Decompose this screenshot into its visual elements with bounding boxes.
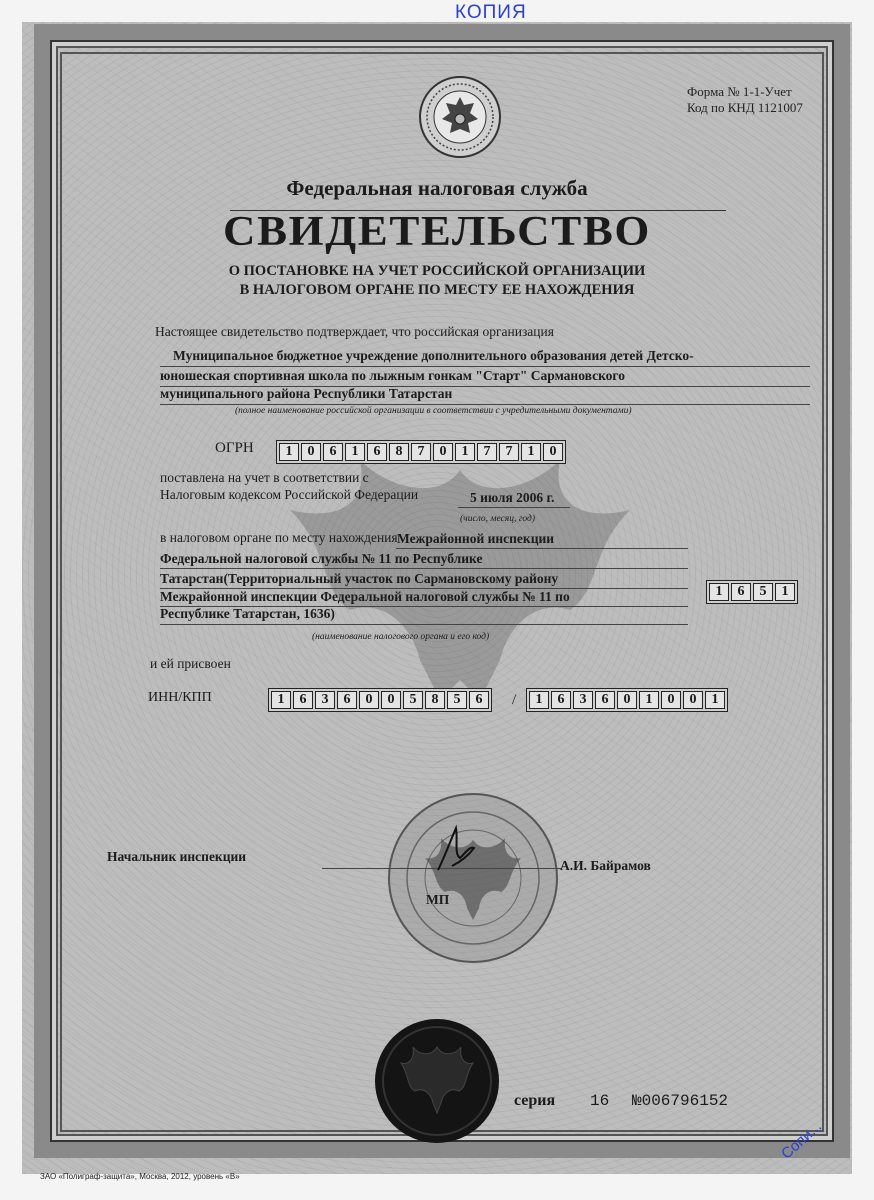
series-label: серия (514, 1092, 556, 1109)
handwritten-signature-icon (430, 818, 480, 878)
ogrn-digit: 6 (323, 443, 343, 461)
inn-kpp-separator: / (512, 692, 517, 708)
authority-code (706, 580, 798, 604)
ogrn-digit: 7 (477, 443, 497, 461)
registered-text-1: поставлена на учет в соответствии с (160, 470, 369, 485)
authority-line-4: Межрайонной инспекции Федеральной налоговой службы № 11 по (160, 589, 570, 604)
authority-code-digit: 1 (709, 583, 729, 601)
kpp-digit: 1 (529, 691, 549, 709)
inn-digit: 3 (315, 691, 335, 709)
kpp-digit: 1 (705, 691, 725, 709)
copy-stamp: КОПИЯ (455, 2, 527, 23)
inn-digit: 5 (403, 691, 423, 709)
org-name-caption: (полное наименование российской организации в соответствии с учредительными документами) (235, 406, 632, 416)
inn-digit: 0 (359, 691, 379, 709)
subtitle-2: В НАЛОГОВОМ ОРГАНЕ ПО МЕСТУ ЕЕ НАХОЖДЕНИЯ (239, 282, 635, 298)
form-number: Форма № 1-1-Учет (687, 84, 792, 99)
authority-code-digit: 6 (731, 583, 751, 601)
ogrn-digit: 1 (345, 443, 365, 461)
underline (160, 624, 688, 625)
knd-code: Код по КНД 1121007 (687, 100, 803, 115)
inn-digit: 6 (293, 691, 313, 709)
underline (160, 366, 810, 367)
authority-line-5: Республике Татарстан, 1636) (160, 606, 335, 621)
ogrn-digit: 0 (301, 443, 321, 461)
subtitle-1: О ПОСТАНОВКЕ НА УЧЕТ РОССИЙСКОЙ ОРГАНИЗАЦИИ (228, 263, 646, 279)
inn-digit: 6 (469, 691, 489, 709)
hologram-seal-icon (373, 1017, 501, 1145)
authority-line-2: Федеральной налоговой службы № 11 по Республике (160, 551, 483, 566)
document-number: №006796152 (632, 1092, 729, 1110)
inn-digit: 0 (381, 691, 401, 709)
authority-line-1: Межрайонной инспекции (397, 531, 555, 546)
kpp-digit: 3 (573, 691, 593, 709)
date-caption: (число, месяц, год) (460, 514, 536, 524)
registration-date: 5 июля 2006 г. (470, 490, 555, 505)
assigned-text: и ей присвоен (150, 656, 231, 671)
underline (458, 507, 570, 508)
underline (160, 404, 810, 405)
signatory-name: А.И. Байрамов (560, 858, 651, 873)
ogrn-number (276, 440, 566, 464)
registered-text-2: Налоговым кодексом Российской Федерации (160, 487, 419, 502)
ogrn-digit: 1 (455, 443, 475, 461)
ogrn-digit: 1 (279, 443, 299, 461)
kpp-digit: 0 (617, 691, 637, 709)
underline (396, 548, 688, 549)
fns-emblem-icon (418, 75, 502, 159)
kpp-digit: 0 (661, 691, 681, 709)
seal-place-label: МП (426, 892, 450, 907)
kpp-digit: 0 (683, 691, 703, 709)
page-title: СВИДЕТЕЛЬСТВО (223, 209, 651, 255)
agency-name: Федеральная налоговая служба (286, 176, 588, 200)
authority-code-digit: 5 (753, 583, 773, 601)
inn-number (268, 688, 492, 712)
kpp-digit: 6 (595, 691, 615, 709)
authority-caption: (наименование налогового органа и его код) (312, 632, 490, 642)
authority-line-3: Татарстан(Территориальный участок по Сармановскому району (160, 571, 559, 586)
inn-digit: 1 (271, 691, 291, 709)
ogrn-digit: 7 (411, 443, 431, 461)
ogrn-digit: 0 (433, 443, 453, 461)
inn-digit: 5 (447, 691, 467, 709)
corner-stamp: Сопи... (778, 1117, 826, 1163)
ogrn-digit: 7 (499, 443, 519, 461)
org-name-line-3: муниципального района Республики Татарстан (160, 386, 453, 401)
inn-digit: 6 (337, 691, 357, 709)
ogrn-digit: 8 (389, 443, 409, 461)
org-name-line-1: Муниципальное бюджетное учреждение дополнительного образования детей Детско- (173, 348, 694, 363)
official-seal-icon (385, 790, 561, 966)
ogrn-digit: 6 (367, 443, 387, 461)
underline (160, 568, 688, 569)
printer-credit: ЗАО «Полиграф-защита», Москва, 2012, уровень «В» (40, 1172, 240, 1181)
intro-text: Настоящее свидетельство подтверждает, что российская организация (155, 324, 554, 339)
ogrn-label: ОГРН (215, 440, 254, 456)
authority-prefix: в налоговом органе по месту нахождения (160, 530, 398, 545)
authority-code-digit: 1 (775, 583, 795, 601)
kpp-number (526, 688, 728, 712)
form-code (687, 84, 803, 116)
ogrn-digit: 1 (521, 443, 541, 461)
inn-digit: 8 (425, 691, 445, 709)
series-value: 16 (590, 1092, 610, 1110)
signatory-role: Начальник инспекции (107, 849, 247, 864)
inn-kpp-label: ИНН/КПП (148, 690, 212, 705)
kpp-digit: 6 (551, 691, 571, 709)
ogrn-digit: 0 (543, 443, 563, 461)
org-name-line-2: юношеская спортивная школа по лыжным гонкам "Старт" Сармановского (160, 368, 625, 383)
kpp-digit: 1 (639, 691, 659, 709)
